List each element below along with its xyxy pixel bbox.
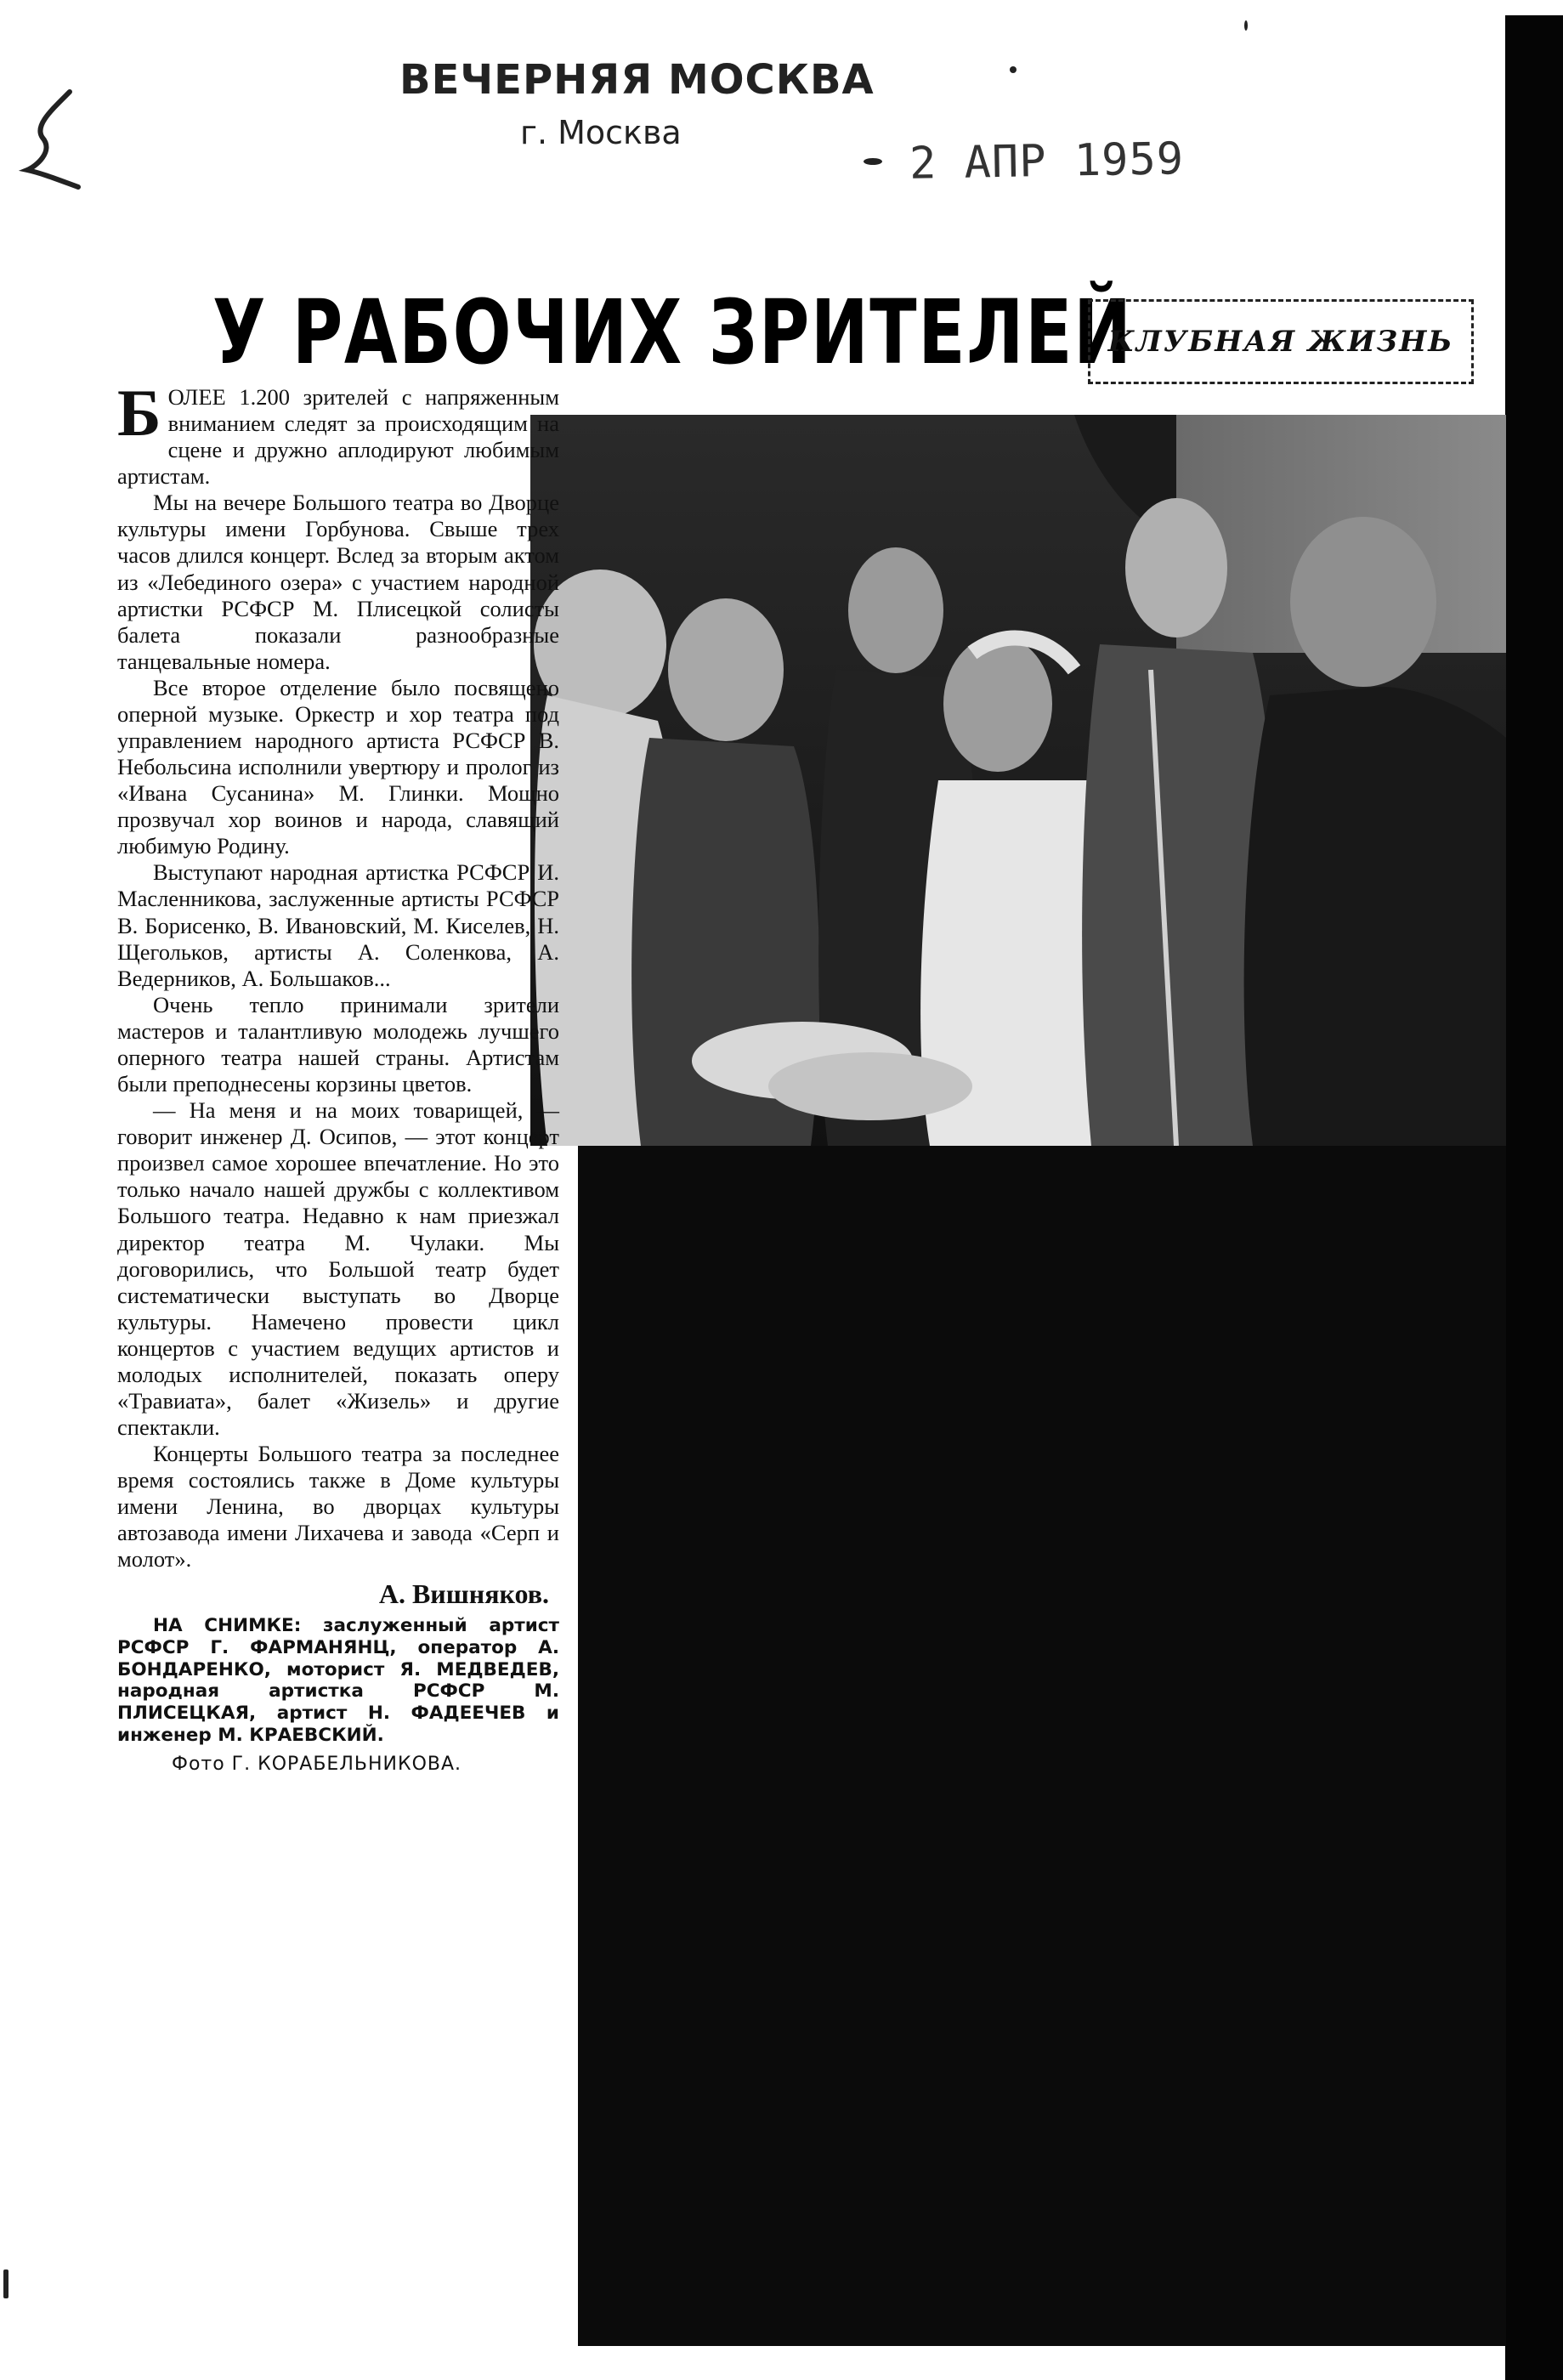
photo-caption: НА СНИМКЕ: заслуженный артист РСФСР Г. ФАРМАНЯНЦ, оператор А. БОНДАРЕНКО, моторист Я. МЕДВЕДЕВ, народная артистка РСФСР М. ПЛИСЕЦКАЯ, артист Н. ФАДЕЕЧЕВ и инженер М. КРАЕВСКИЙ. [117,1615,559,1747]
drop-cap: Б [117,376,161,450]
rubric-box [1088,299,1474,384]
scan-speck [1244,20,1248,31]
rubric-label: КЛУБНАЯ ЖИЗНЬ [1107,325,1454,359]
pencil-mark-icon [17,85,93,196]
scan-edge-strip [1505,15,1563,2380]
article-paragraph: Все второе отделение было посвящено оперной музыке. Оркестр и хор театра под управлением народного артиста РСФСР В. Небольсина исполнили увертюру и пролог из «Ивана Сусанина» М. Глинки. Мощно прозвучал хор воинов и народа, славящий любимую Родину. [117,674,559,859]
photo-illustration [530,415,1506,1146]
newspaper-name-stamp: ВЕЧЕРНЯЯ МОСКВА [399,56,875,104]
paragraph-text: ОЛЕЕ 1.200 зрителей с напряженным вниманием следят за происходящим на сцене и дружно аплодируют любимым артистам. [117,384,559,490]
author-signature: А. Вишняков. [378,1578,549,1609]
scan-speck [864,158,882,165]
article-paragraph: — На меня и на моих товарищей, — говорит инженер Д. Осипов, — этот концерт произвел самое хорошее впечатление. Но это только начало нашей дружбы с коллективом Большого театра. Недавно к нам приезжал директор театра М. Чулаки. Мы договорились, что Большой театр будет систематически выступать во Дворце культуры. Намечено провести цикл концертов с участием ведущих артистов и молодых исполнителей, показать оперу «Травиата», балет «Жизель» и другие спектакли. [117,1097,559,1441]
article-headline: У РАБОЧИХ ЗРИТЕЛЕЙ [212,280,1133,384]
article-paragraph: Концерты Большого театра за последнее время состоялись также в Доме культуры имени Ленина, во дворцах культуры автозавода имени Лихачева и завода «Серп и молот». [117,1441,559,1572]
city-stamp: г. Москва [520,114,682,151]
scan-speck [3,2270,8,2298]
photo-dark-extension [578,1146,1506,2346]
article-paragraph: Очень тепло принимали зрители мастеров и талантливую молодежь лучшего оперного театра нашей страны. Артистам были преподнесены корзины цветов. [117,991,559,1097]
date-stamp: 2 АПР 1959 [909,133,1185,190]
scan-speck [1010,66,1017,73]
article-paragraph: Мы на вечере Большого театра во Дворце культуры имени Горбунова. Свыше трех часов длился концерт. Вслед за вторым актом из «Лебединого озера» с участием народной артистки РСФСР М. Плисецкой солисты балета показали разнообразные танцевальные номера. [117,490,559,674]
photo-credit: Фото Г. КОРАБЕЛЬНИКОВА. [172,1753,462,1775]
article-paragraph: Выступают народная артистка РСФСР И. Масленникова, заслуженные артисты РСФСР В. Борисенко, В. Ивановский, М. Киселев, Н. Щегольков, артисты А. Соленкова, А. Ведерников, А. Большаков... [117,859,559,991]
article-body [117,376,559,1776]
group-photo [530,415,1506,1146]
article-paragraph [117,376,559,490]
